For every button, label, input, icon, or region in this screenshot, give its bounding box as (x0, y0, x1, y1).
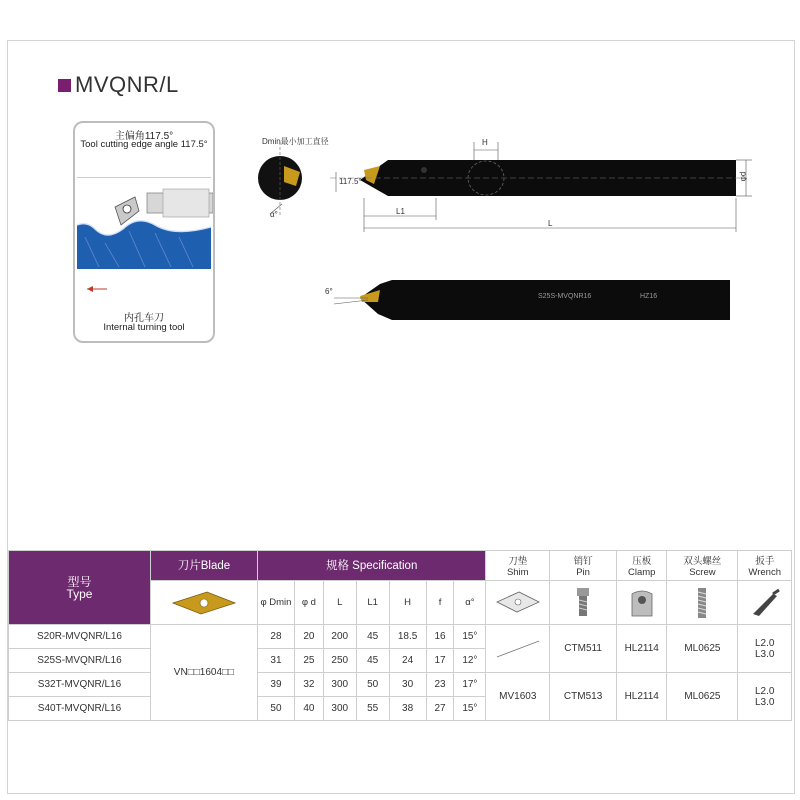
spec-value-cell: 30 (389, 673, 426, 697)
caption-cn: 内孔车刀 (124, 313, 164, 324)
spec-value-cell: 40 (294, 697, 323, 721)
spec-header: 规格 Specification (257, 551, 485, 581)
l-label: L (548, 219, 553, 228)
spec-value-cell: 39 (257, 673, 294, 697)
page-title: MVQNR/L (75, 72, 179, 97)
shim-image (486, 581, 550, 625)
pin-image (550, 581, 617, 625)
h-label: H (482, 138, 488, 147)
spec-value-cell: 23 (426, 673, 454, 697)
spec-value-cell: 31 (257, 649, 294, 673)
dmin-label: Dmin最小加工直径 (262, 137, 329, 146)
col-f: f (426, 581, 454, 625)
spec-value-cell: 20 (294, 625, 323, 649)
row-type: S25S-MVQNR/L16 (9, 649, 151, 673)
clamp-group1: HL2114 (617, 625, 667, 673)
spec-value-cell: 15° (454, 697, 486, 721)
illustration-card (73, 121, 215, 343)
pin-group1: CTM511 (550, 625, 617, 673)
pin-group2: CTM513 (550, 673, 617, 721)
technical-drawing-side (320, 274, 740, 324)
l1-label: L1 (396, 207, 405, 216)
spec-value-cell: 45 (356, 625, 389, 649)
col-l1: L1 (356, 581, 389, 625)
spec-value-cell: 50 (257, 697, 294, 721)
spec-value-cell: 17° (454, 673, 486, 697)
turning-illustration (75, 177, 213, 305)
screw-group1: ML0625 (667, 625, 738, 673)
spec-value-cell: 15° (454, 625, 486, 649)
spec-value-cell: 300 (323, 673, 356, 697)
col-h: H (389, 581, 426, 625)
table-row (9, 625, 792, 649)
spec-table (8, 550, 792, 721)
blade-code: VN□□1604□□ (150, 625, 257, 721)
spec-value-cell: 38 (389, 697, 426, 721)
spec-value-cell: 50 (356, 673, 389, 697)
angle-label-cn: 主偏角117.5° (114, 131, 174, 142)
table-row (9, 673, 792, 697)
title-block (58, 72, 179, 98)
caption-en: Internal turning tool (103, 322, 185, 333)
spec-value-cell: 250 (323, 649, 356, 673)
row-type: S20R-MVQNR/L16 (9, 625, 151, 649)
screw-group2: ML0625 (667, 673, 738, 721)
spec-value-cell: 300 (323, 697, 356, 721)
spec-value-cell: 24 (389, 649, 426, 673)
shank-marking-2: HZ16 (640, 293, 658, 300)
row-type: S32T-MVQNR/L16 (9, 673, 151, 697)
d-label: φd (738, 171, 748, 182)
spec-value-cell: 45 (356, 649, 389, 673)
blade-header: 刀片Blade (150, 551, 257, 581)
col-alpha: α° (454, 581, 486, 625)
col-dmin: φ Dmin (257, 581, 294, 625)
shim-group1 (486, 625, 550, 673)
clamp-header: 压板 Clamp (617, 551, 667, 581)
title-marker (58, 79, 71, 92)
wrench-group1: L2.0 L3.0 (738, 625, 792, 673)
shank-marking: S25S-MVQNR16 (538, 293, 592, 300)
approach-angle-label: 117.5° (339, 177, 362, 186)
shim-group2: MV1603 (486, 673, 550, 721)
clamp-image (617, 581, 667, 625)
spec-value-cell: 200 (323, 625, 356, 649)
wrench-image (738, 581, 792, 625)
col-l: L (323, 581, 356, 625)
spec-value-cell: 55 (356, 697, 389, 721)
spec-value-cell: 25 (294, 649, 323, 673)
spec-value-cell: 27 (426, 697, 454, 721)
spec-value-cell: 32 (294, 673, 323, 697)
spec-value-cell: 17 (426, 649, 454, 673)
spec-value-cell: 18.5 (389, 625, 426, 649)
screw-header: 双头螺丝 Screw (667, 551, 738, 581)
six-degree-label: 6° (325, 287, 333, 296)
row-type: S40T-MVQNR/L16 (9, 697, 151, 721)
shim-header: 刀垫 Shim (486, 551, 550, 581)
blade-image (150, 581, 257, 625)
col-d: φ d (294, 581, 323, 625)
screw-image (667, 581, 738, 625)
angle-label-en: Tool cutting edge angle 117.5° (80, 139, 208, 150)
pin-header: 销钉 Pin (550, 551, 617, 581)
type-header: 型号 Type (9, 551, 151, 625)
clamp-group2: HL2114 (617, 673, 667, 721)
spec-value-cell: 16 (426, 625, 454, 649)
wrench-group2: L2.0 L3.0 (738, 673, 792, 721)
spec-value-cell: 12° (454, 649, 486, 673)
spec-value-cell: 28 (257, 625, 294, 649)
alpha-label: α° (270, 210, 278, 219)
wrench-header: 扳手 Wrench (738, 551, 792, 581)
